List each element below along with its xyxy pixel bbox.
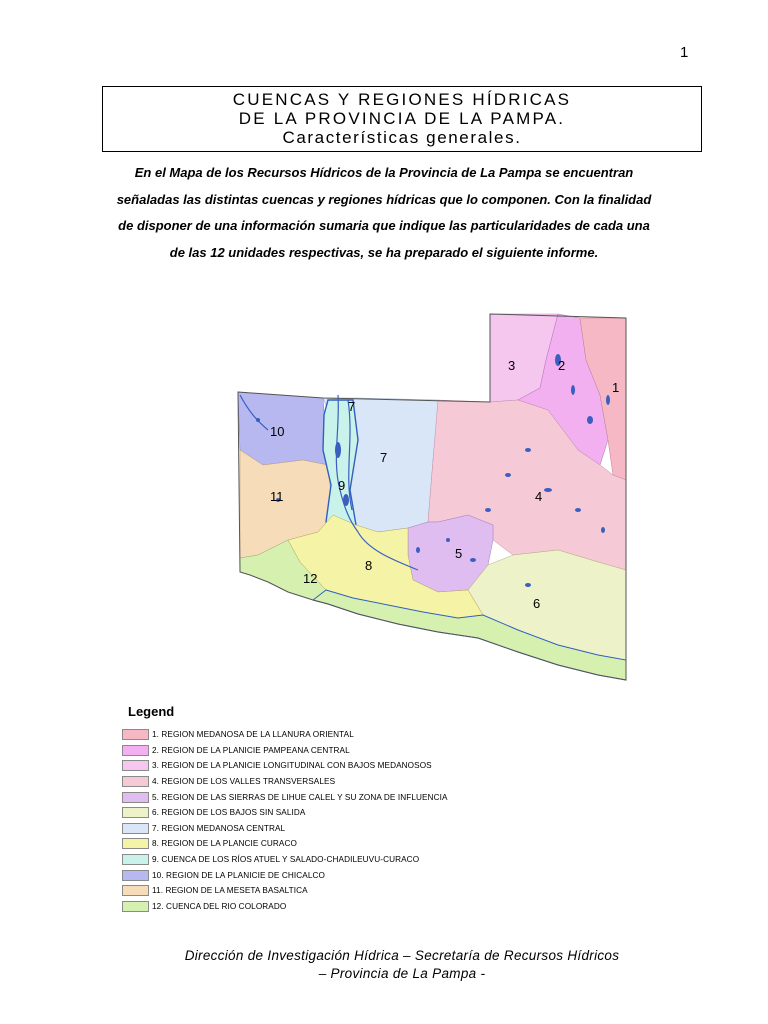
region-9-area xyxy=(323,400,358,532)
intro-paragraph xyxy=(96,160,672,266)
legend-swatch xyxy=(122,901,149,912)
water-regions-map xyxy=(228,300,638,695)
intro-line-4: de las 12 unidades respectivas, se ha preparado el siguiente informe. xyxy=(169,244,599,260)
legend-swatch xyxy=(122,760,149,771)
region-label-12: 12 xyxy=(303,571,318,586)
legend-label: 8. REGION DE LA PLANCIE CURACO xyxy=(152,839,297,849)
legend-label: 5. REGION DE LAS SIERRAS DE LIHUE CALEL Y SU ZONA DE INFLUENCIA xyxy=(152,792,448,802)
legend-swatch xyxy=(122,792,149,803)
legend-title: Legend xyxy=(128,704,175,719)
page-number: 1 xyxy=(680,44,689,61)
region-label-1: 1 xyxy=(612,380,620,395)
legend-item xyxy=(122,899,522,915)
legend-swatch xyxy=(122,807,149,818)
legend-label: 6. REGION DE LOS BAJOS SIN SALIDA xyxy=(152,808,306,818)
legend-swatch xyxy=(122,745,149,756)
title-line-2: DE LA PROVINCIA DE LA PAMPA. xyxy=(238,109,566,128)
legend-item xyxy=(122,883,522,899)
region-label-9: 9 xyxy=(338,478,346,493)
footer-line-1: Dirección de Investigación Hídrica – Secretaría de Recursos Hídricos xyxy=(184,948,620,963)
footer-line-2: – Provincia de La Pampa - xyxy=(318,966,486,981)
region-label-3: 3 xyxy=(508,358,516,373)
title-line-1: CUENCAS Y REGIONES HÍDRICAS xyxy=(232,90,572,109)
legend-label: 1. REGION MEDANOSA DE LA LLANURA ORIENTAL xyxy=(152,730,354,740)
footer xyxy=(100,947,704,983)
legend-swatch xyxy=(122,870,149,881)
legend-swatch xyxy=(122,854,149,865)
region-label-11: 11 xyxy=(270,489,284,504)
legend-item xyxy=(122,789,522,805)
legend-swatch xyxy=(122,729,149,740)
legend-swatch xyxy=(122,838,149,849)
legend-item xyxy=(122,852,522,868)
title-line-3: Características generales. xyxy=(282,128,522,147)
intro-line-2: señaladas las distintas cuencas y regiones hídricas que lo componen. Con la finalidad xyxy=(116,191,652,207)
legend-label: 9. CUENCA DE LOS RÍOS ATUEL Y SALADO-CHADILEUVU-CURACO xyxy=(152,855,420,865)
legend-item xyxy=(122,727,522,743)
legend-item xyxy=(122,743,522,759)
legend-item xyxy=(122,867,522,883)
legend-label: 2. REGION DE LA PLANICIE PAMPEANA CENTRAL xyxy=(152,745,350,755)
region-label-7b: 7 xyxy=(380,450,388,465)
legend-label: 11. REGION DE LA MESETA BASALTICA xyxy=(152,886,308,896)
legend-label: 7. REGION MEDANOSA CENTRAL xyxy=(152,823,286,833)
region-label-7a: 7 xyxy=(348,399,356,414)
region-label-6: 6 xyxy=(533,596,541,611)
legend-item xyxy=(122,805,522,821)
title-box xyxy=(102,86,702,152)
legend-swatch xyxy=(122,885,149,896)
legend-item xyxy=(122,758,522,774)
region-label-10: 10 xyxy=(270,424,285,439)
legend-swatch xyxy=(122,776,149,787)
region-label-5: 5 xyxy=(455,546,463,561)
intro-line-3: de disponer de una información sumaria que indique las particularidades de cada una xyxy=(118,218,650,233)
legend-label: 10. REGION DE LA PLANICIE DE CHICALCO xyxy=(152,870,325,880)
legend-item xyxy=(122,821,522,837)
intro-line-1: En el Mapa de los Recursos Hídricos de la Provincia de La Pampa se encuentran xyxy=(134,165,634,180)
legend-label: 12. CUENCA DEL RIO COLORADO xyxy=(152,901,287,911)
region-label-2: 2 xyxy=(558,358,566,373)
region-label-8: 8 xyxy=(365,558,373,573)
legend-list xyxy=(122,727,522,914)
map-legend xyxy=(122,704,522,914)
legend-label: 3. REGION DE LA PLANICIE LONGITUDINAL CON BAJOS MEDANOSOS xyxy=(152,761,432,771)
region-label-4: 4 xyxy=(535,489,543,504)
legend-label: 4. REGION DE LOS VALLES TRANSVERSALES xyxy=(152,777,336,787)
legend-item xyxy=(122,774,522,790)
legend-item xyxy=(122,836,522,852)
legend-swatch xyxy=(122,823,149,834)
